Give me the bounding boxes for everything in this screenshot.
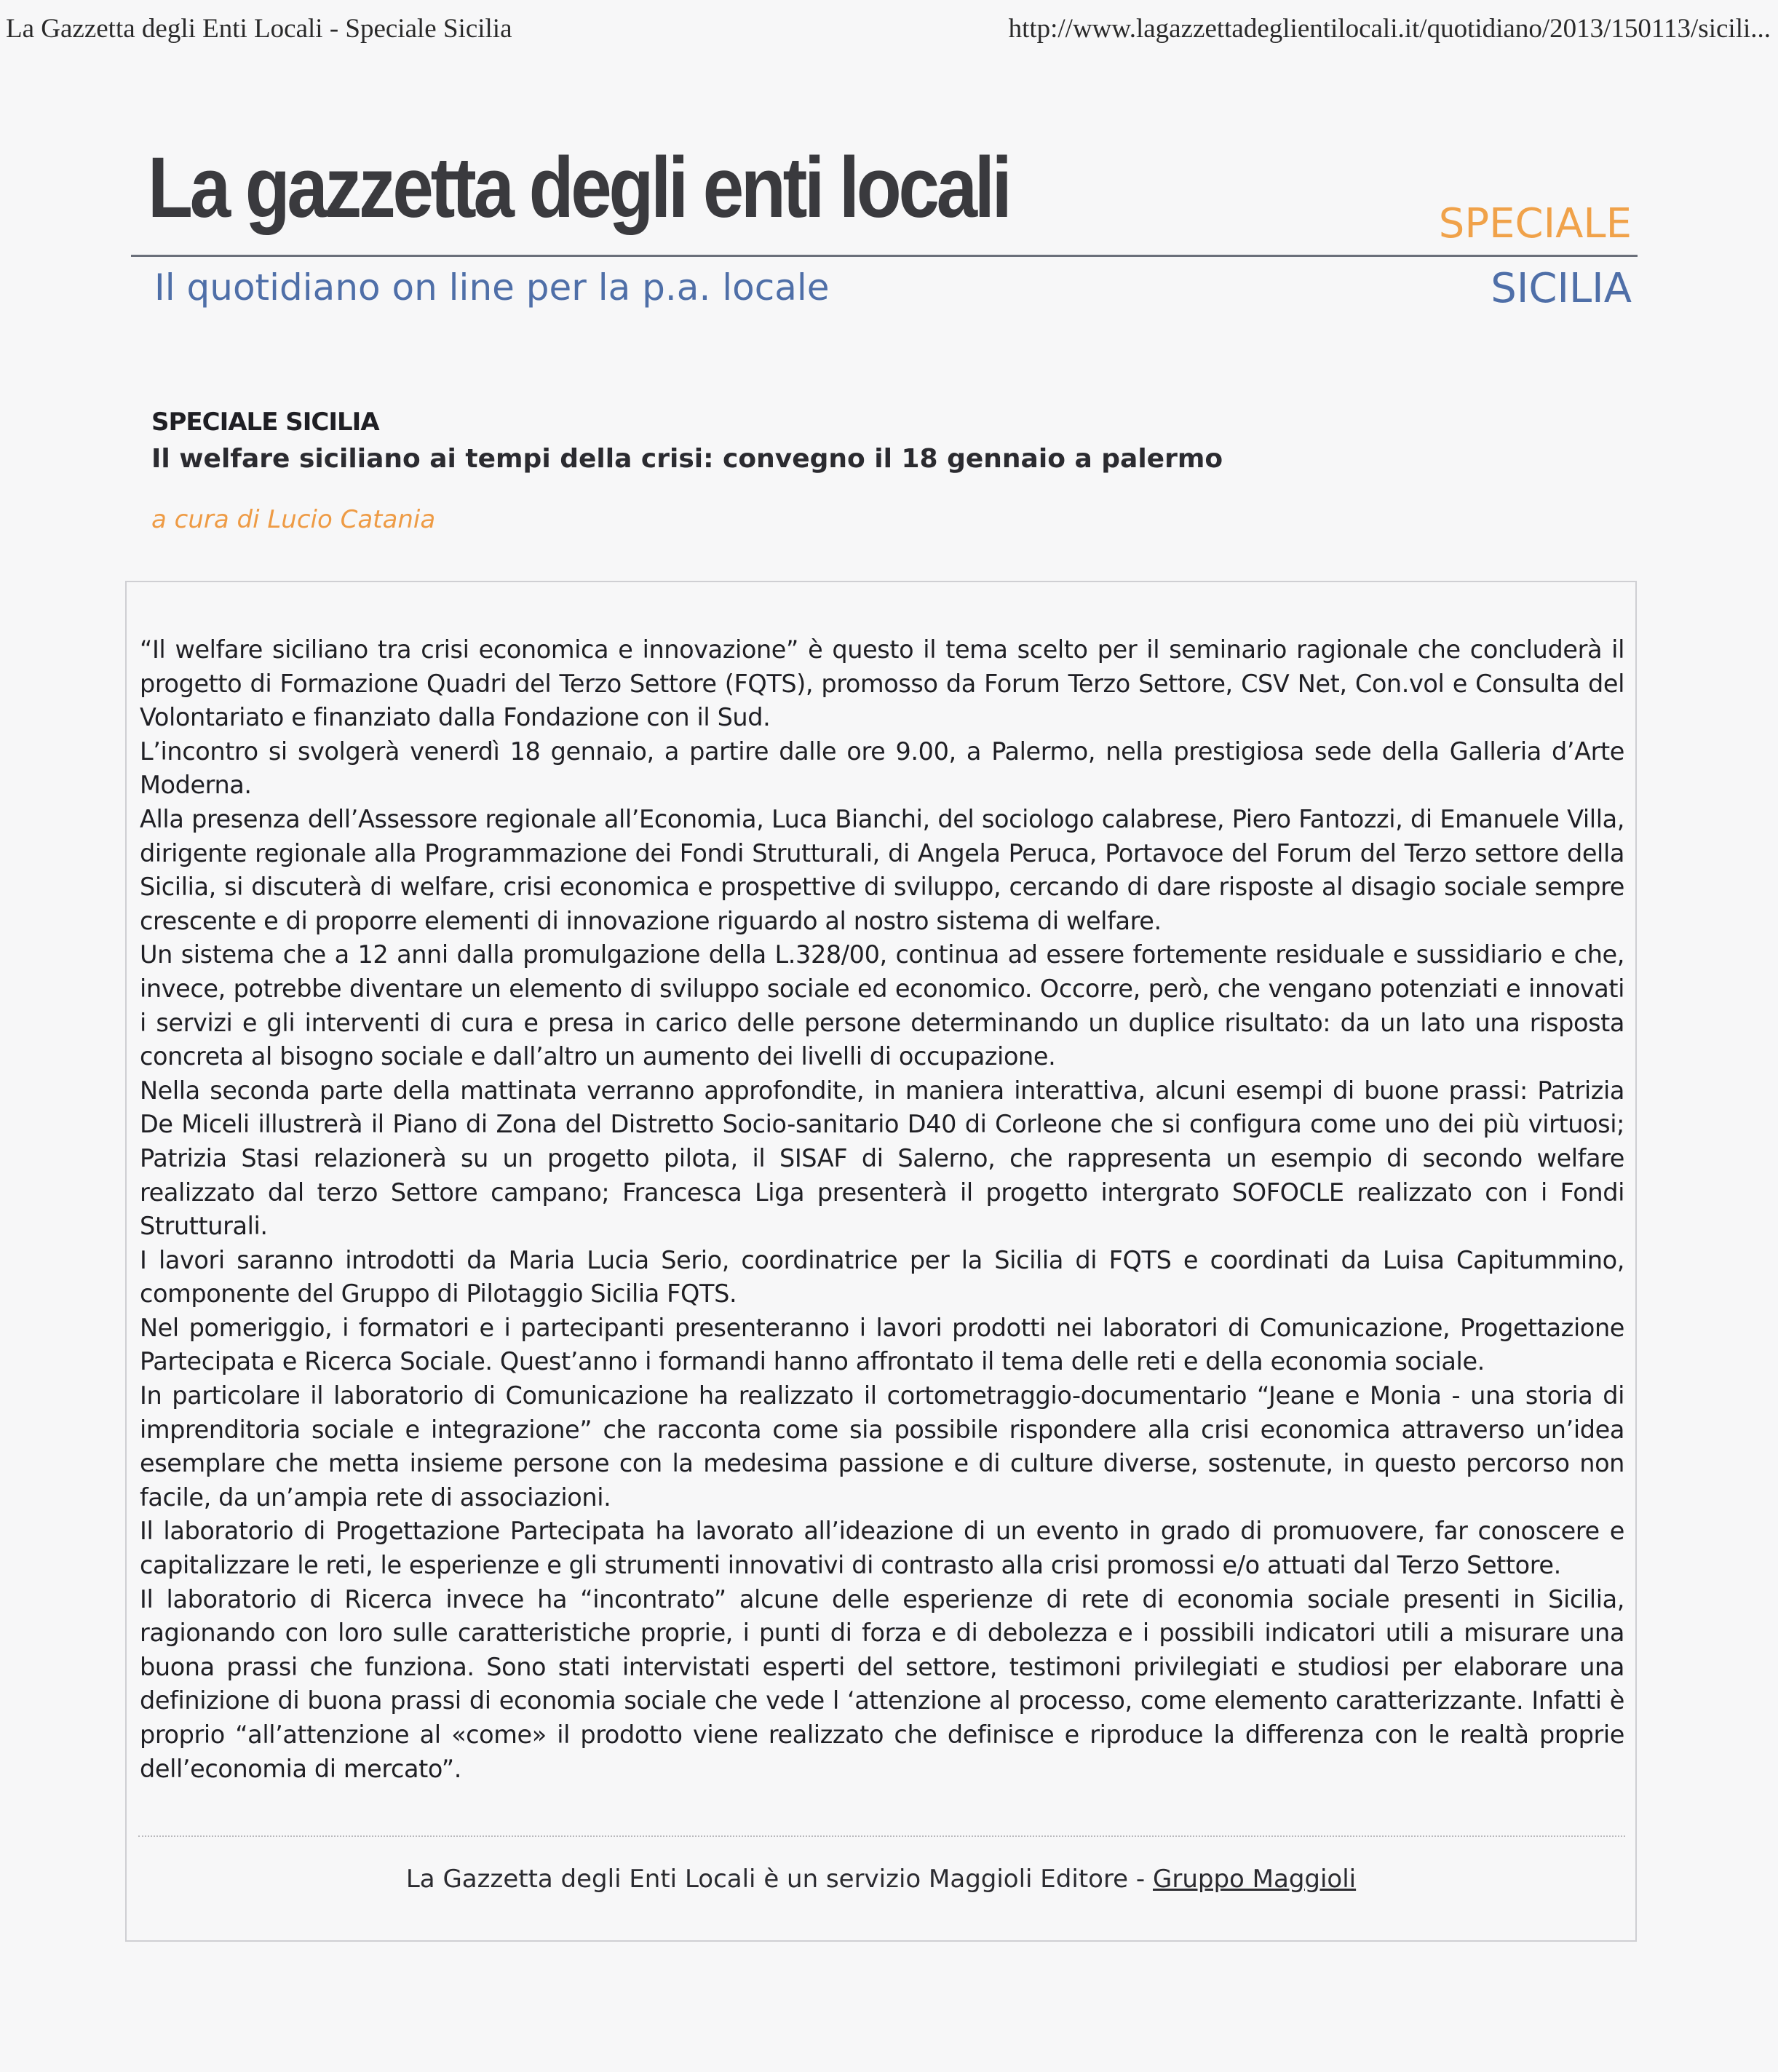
article-paragraph: I lavori saranno introdotti da Maria Lucia Serio, coordinatrice per la Sicilia di FQTS e coordinati da Luisa Capitummino, componente del Gruppo di Pilotaggio Sicilia FQTS. [140,1245,1624,1309]
masthead-rule [131,255,1638,257]
footer-divider [138,1835,1625,1837]
article-paragraph: “Il welfare siciliano tra crisi economica e innovazione” è questo il tema scelto per il seminario ragionale che concluderà il progetto di Formazione Quadri del Terzo Settore (FQTS), promosso da Forum Terzo Settore, CSV Net, Con.vol e Consulta del Volontariato e finanziato dalla Fondazione con il Sud. [140,635,1624,732]
article-header [151,408,1607,534]
article-paragraph: Il laboratorio di Ricerca invece ha “incontrato” alcune delle esperienze di rete di economia sociale presenti in Sicilia, ragionando con loro sulle caratteristiche proprie, i punti di forza e di debolezza e i possibili indicatori utili a misurare una buona prassi che funziona. Sono stati intervistati esperti del settore, testimoni privilegiati e studiosi per elaborare una definizione di buona prassi di economia sociale che vede l ‘attenzione al processo, come elemento caratterizzante. Infatti è proprio “all’attenzione al «come» il prodotto viene realizzato che definisce e riproduce la differenza con le realtà proprie dell’economia di mercato”. [140,1584,1624,1783]
article-body [140,633,1624,1786]
page-footer [127,1865,1635,1894]
print-header-title: La Gazzetta degli Enti Locali - Speciale Sicilia [6,14,512,44]
article-paragraph: Nel pomeriggio, i formatori e i partecipanti presenteranno i lavori prodotti nei laboratori di Comunicazione, Progettazione Partecipata e Ricerca Sociale. Quest’anno i formandi hanno affrontato il tema delle reti e della economia sociale. [140,1313,1624,1376]
article-headline: Il welfare siciliano ai tempi della crisi: convegno il 18 gennaio a palermo [151,444,1223,474]
print-header-url: http://www.lagazzettadeglientilocali.it/quotidiano/2013/150113/sicili... [1008,14,1771,44]
article-paragraph: Il laboratorio di Progettazione Partecipata ha lavorato all’ideazione di un evento in grado di promuovere, far conoscere e capitalizzare le reti, le esperienze e gli strumenti innovativi di contrasto alla crisi promossi e/o attuati dal Terzo Settore. [140,1517,1624,1580]
gruppo-maggioli-link[interactable]: Gruppo Maggioli [1153,1865,1357,1894]
speciale-badge: SPECIALE [1438,200,1632,247]
print-header [6,13,1771,49]
article-paragraph: Nella seconda parte della mattinata verranno approfondite, in maniera interattiva, alcuni esempi di buone prassi: Patrizia De Miceli illustrerà il Piano di Zona del Distretto Socio-sanitario D40 di Corleone che si configura come uno dei più virtuosi; Patrizia Stasi relazionerà su un progetto pilota, il SISAF di Salerno, che rappresenta un esempio di secondo welfare realizzato dal terzo Settore campano; Francesca Liga presenterà il progetto intergrato SOFOCLE realizzato con i Fondi Strutturali. [140,1076,1624,1241]
footer-text: La Gazzetta degli Enti Locali è un servizio Maggioli Editore - [405,1865,1153,1894]
sicilia-badge: SICILIA [1491,265,1632,312]
article-paragraph: L’incontro si svolgerà venerdì 18 gennaio, a partire dalle ore 9.00, a Palermo, nella prestigiosa sede della Galleria d’Arte Moderna. [140,737,1624,800]
article-content-box [125,581,1637,1942]
article-paragraph: Un sistema che a 12 anni dalla promulgazione della L.328/00, continua ad essere fortemente residuale e sussidiario e che, invece, potrebbe diventare un elemento di sviluppo sociale ed economico. Occorre, però, che vengano potenziati e innovati i servizi e gli interventi di cura e presa in carico delle persone determinando un duplice risultato: da un lato una risposta concreta al bisogno sociale e dall’altro un aumento dei livelli di occupazione. [140,940,1624,1071]
site-tagline: Il quotidiano on line per la p.a. locale [154,266,830,309]
section-label: SPECIALE SICILIA [151,408,379,437]
article-author: a cura di Lucio Catania [151,505,436,534]
article-paragraph: Alla presenza dell’Assessore regionale all’Economia, Luca Bianchi, del sociologo calabrese, Piero Fantozzi, di Emanuele Villa, dirigente regionale alla Programmazione dei Fondi Strutturali, di Angela Peruca, Portavoce del Forum del Terzo settore della Sicilia, si discuterà di welfare, crisi economica e prospettive di sviluppo, cercando di dare risposte al disagio sociale sempre crescente e di proporre elementi di innovazione riguardo al nostro sistema di welfare. [140,804,1624,935]
masthead [131,138,1638,328]
article-paragraph: In particolare il laboratorio di Comunicazione ha realizzato il cortometraggio-documentario “Jeane e Monia - una storia di imprenditoria sociale e integrazione” che racconta come sia possibile rispondere alla crisi economica attraverso un’idea esemplare che metta insieme persone con la medesima passione e di culture diverse, sostenute, in questo percorso non facile, da un’ampia rete di associazioni. [140,1381,1624,1512]
site-logo: La gazzetta degli enti locali [148,140,1009,236]
